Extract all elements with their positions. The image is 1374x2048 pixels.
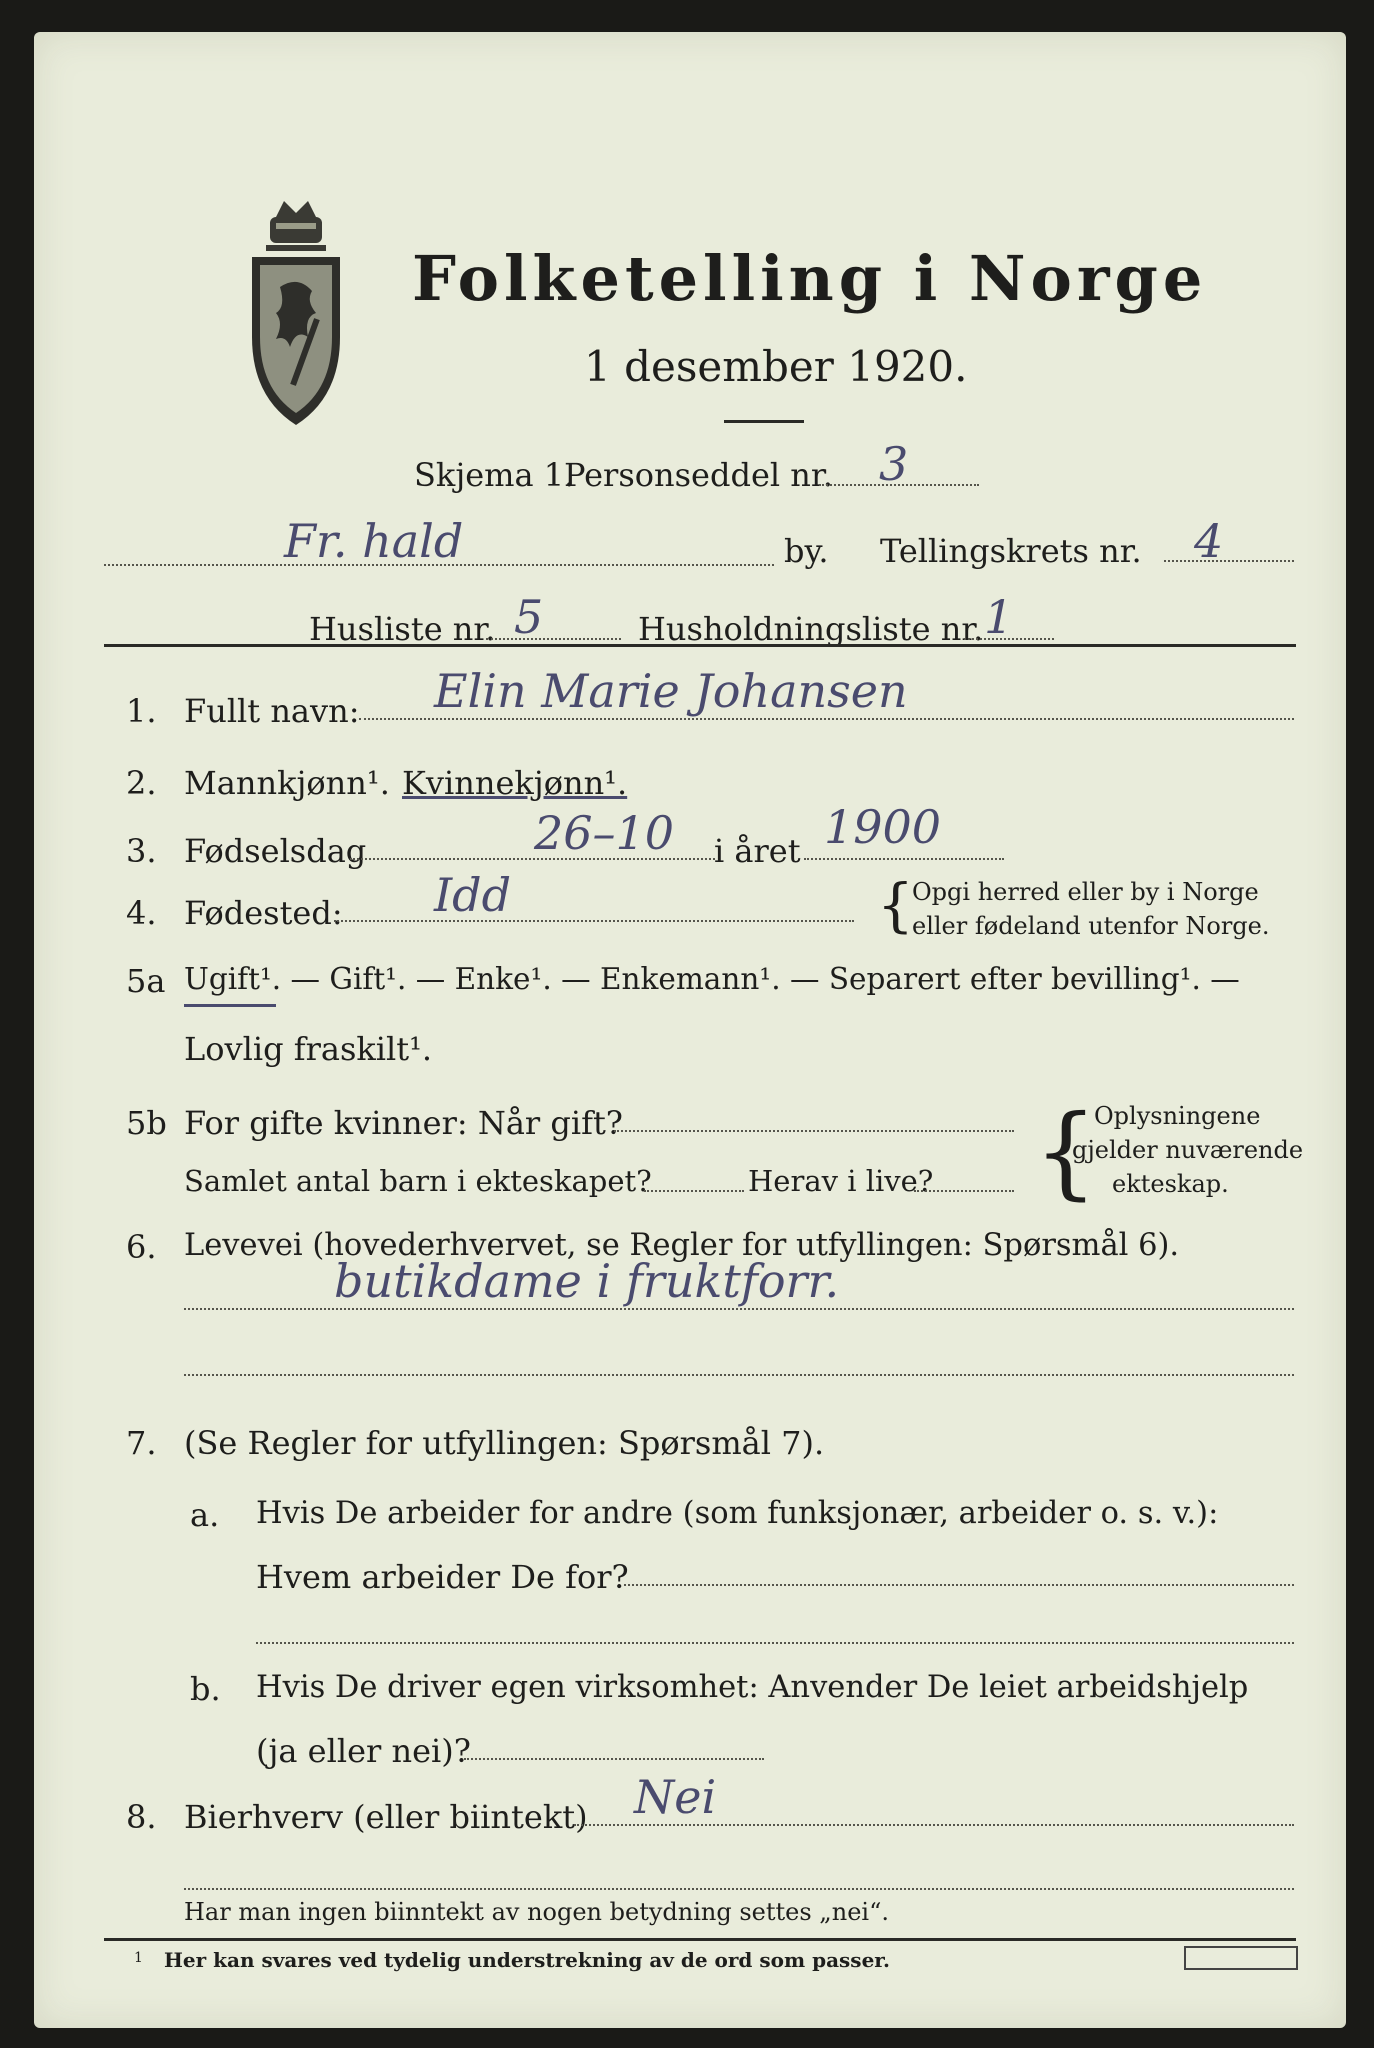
q3-year-value: 1900 (824, 800, 942, 854)
q6-label: Levevei (hovederhvervet, se Regler for utfyllingen: Spørsmål 6). (184, 1228, 1180, 1263)
q8-number: 8. (126, 1798, 157, 1836)
q2-male: Mannkjønn¹. (184, 764, 390, 802)
q3-label: Fødselsdag (184, 832, 367, 870)
tellingskrets-line (1164, 560, 1294, 562)
q5b-note-line3: ekteskap. (1112, 1170, 1229, 1198)
q1-label: Fullt navn: (184, 692, 360, 730)
census-date: 1 desember 1920. (584, 342, 968, 391)
q1-line (359, 718, 1294, 720)
q7-number: 7. (126, 1424, 157, 1462)
q8-line2 (184, 1888, 1294, 1890)
q5b-label3: Herav i live? (748, 1164, 934, 1198)
q7b-line1: Hvis De driver egen virksomhet: Anvender De leiet arbeidshjelp (256, 1670, 1249, 1705)
census-form (34, 32, 1346, 2028)
q4-brace: { (877, 871, 914, 939)
q4-note-line2: eller fødeland utenfor Norge. (912, 912, 1270, 940)
q7-label: (Se Regler for utfyllingen: Spørsmål 7). (184, 1424, 825, 1462)
q5a-line2: Lovlig fraskilt¹. (184, 1030, 433, 1068)
q1-number: 1. (126, 692, 157, 730)
husliste-line (486, 638, 621, 640)
q7b-line2: (ja eller nei)? (256, 1732, 471, 1770)
form-title: Folketelling i Norge (412, 242, 1208, 315)
q2-number: 2. (126, 764, 157, 802)
city-value: Fr. hald (284, 514, 464, 568)
q5a-line1: Ugift¹. — Gift¹. — Enke¹. — Enkemann¹. — Separert efter bevilling¹. — (184, 962, 1240, 996)
q5a-number: 5a (126, 962, 166, 1000)
q4-value: Idd (434, 868, 512, 922)
q8-line (574, 1824, 1294, 1826)
footnote-text: Her kan svares ved tydelig understrekning av de ord som passer. (164, 1948, 890, 1972)
husholdningsliste-value: 1 (984, 590, 1014, 644)
husliste-label: Husliste nr. (309, 610, 496, 648)
skjema-label: Skjema 1. (414, 456, 575, 494)
q7a-line1: Hvis De arbeider for andre (som funksjonær, arbeider o. s. v.): (256, 1496, 1219, 1531)
q5b-label2: Samlet antal barn i ekteskapet? (184, 1164, 652, 1198)
personseddel-value: 3 (879, 437, 909, 491)
q5b-barn-line (644, 1190, 744, 1192)
q7a-line-answer (624, 1584, 1294, 1586)
printer-stamp (1184, 1946, 1298, 1970)
q3-year-label: i året (714, 832, 801, 870)
q7b-letter: b. (190, 1670, 221, 1708)
q5b-brace: { (1034, 1093, 1098, 1210)
q3-year-line (804, 858, 1004, 860)
by-label: by. (784, 532, 829, 570)
q5b-live-line (914, 1190, 1014, 1192)
q7b-line-answer (464, 1758, 764, 1760)
tellingskrets-label: Tellingskrets nr. (880, 532, 1142, 570)
q2-female: Kvinnekjønn¹. (402, 764, 628, 802)
q7a-line2: Hvem arbeider De for? (256, 1558, 629, 1596)
q6-value: butikdame i fruktforr. (334, 1254, 840, 1308)
header-divider (104, 644, 1296, 647)
q6-number: 6. (126, 1228, 157, 1266)
footnote-mark: 1 (134, 1950, 143, 1966)
footer-divider (104, 1938, 1296, 1941)
q6-line2 (184, 1374, 1294, 1376)
q5b-gift-line (614, 1130, 1014, 1132)
q4-label: Fødested: (184, 894, 343, 932)
q5b-number: 5b (126, 1104, 167, 1142)
q3-number: 3. (126, 832, 157, 870)
q4-note-line1: Opgi herred eller by i Norge (912, 878, 1259, 906)
q5b-label1: For gifte kvinner: Når gift? (184, 1104, 623, 1142)
q1-value: Elin Marie Johansen (434, 664, 908, 718)
q4-number: 4. (126, 894, 157, 932)
q8-label: Bierhverv (eller biintekt) (184, 1798, 588, 1836)
q4-line (334, 920, 854, 922)
coat-of-arms-icon (246, 197, 346, 429)
husliste-value: 5 (514, 590, 544, 644)
personseddel-label: Personseddel nr. (564, 456, 833, 494)
title-divider (724, 420, 804, 423)
q7a-line-extra (256, 1642, 1294, 1644)
footer-note: Har man ingen biinntekt av nogen betydning settes „nei“. (184, 1898, 889, 1926)
q5b-note-line2: gjelder nuværende (1072, 1136, 1304, 1164)
q3-day-value: 26–10 (534, 806, 675, 860)
tellingskrets-value: 4 (1194, 514, 1224, 568)
q6-line1 (184, 1308, 1294, 1310)
husholdningsliste-label: Husholdningsliste nr. (638, 610, 984, 648)
q5a-ugift-underline (184, 1004, 276, 1007)
q5b-note-line1: Oplysningene (1094, 1102, 1261, 1130)
q8-value: Nei (634, 1770, 717, 1824)
q7a-letter: a. (190, 1496, 220, 1534)
